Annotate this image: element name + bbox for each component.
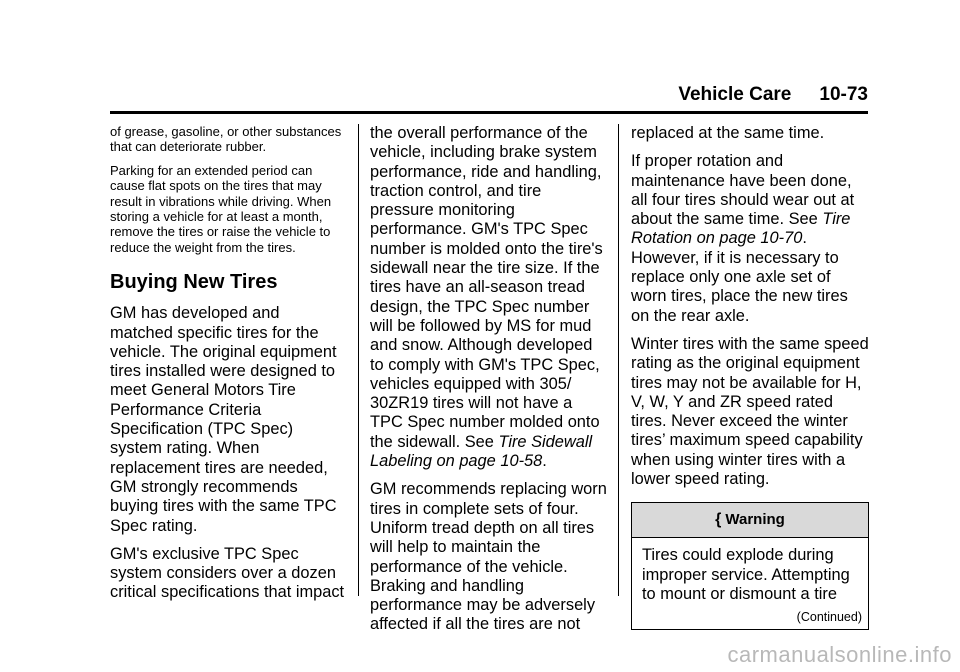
warning-title: Warning — [725, 511, 785, 529]
warning-text: Tires could explode during improper service. Attempting to mount or dismount a tire — [642, 546, 850, 603]
continued-label: (Continued) — [796, 610, 862, 625]
paragraph-performance-text: the overall performance of the vehicle, including brake system performance, ride and handling, traction control, and tire pressure monitoring performance. GM's TPC Spec number is molded onto the tire's sidewall near the tire size. If the tires have an all-season tread design, the TPC Spec number will be followed by MS for mud and snow. Although developed to comply with GM's TPC Spec, vehicles equipped with 305/ 30ZR19 tires will not have a TPC Spec number molded onto the sidewall. See — [370, 124, 603, 451]
paragraph-replacing: GM recommends replacing worn tires in complete sets of four. Uniform tread depth on all tires will help to maintain the performance of the vehicle. Braking and handling performance may be adversely affected if all the tires are not — [370, 480, 607, 634]
paragraph-gm-tires: GM has developed and matched specific tires for the vehicle. The original equipment tires installed were designed to meet General Motors Tire Performance Criteria Specification (TPC Spec) system rating. When replacement tires are needed, GM strongly recommends buying tires with the same TPC Spec rating. — [110, 304, 337, 535]
paragraph-performance-end: . — [542, 452, 547, 471]
page-header — [110, 84, 868, 106]
column-divider-1 — [358, 124, 359, 596]
paragraph-rotation — [631, 152, 869, 326]
page-number: 10-73 — [819, 84, 868, 105]
paragraph-rotation-text: If proper rotation and maintenance have been done, all four tires should wear out at about the same time. See — [631, 152, 855, 229]
column-divider-2 — [618, 124, 619, 596]
column-1 — [110, 124, 345, 612]
warning-box — [631, 502, 869, 630]
column-3 — [631, 124, 869, 630]
paragraph-performance — [370, 124, 607, 471]
paragraph-parking: Parking for an extended period can cause flat spots on the tires that may result in vibrations while driving. When storing a vehicle for at least a month, remove the tires or raise the vehicle to reduce the weight from the tires. — [110, 162, 332, 255]
link-tire-rotation[interactable]: Tire Rotation on page 10-70 — [631, 210, 851, 248]
column-2 — [370, 124, 607, 644]
section-title: Vehicle Care — [678, 84, 792, 105]
paragraph-grease: of grease, gasoline, or other substances that can deteriorate rubber. — [110, 124, 342, 155]
paragraph-tpc-spec: GM's exclusive TPC Spec system considers over a dozen critical specifications that impact — [110, 544, 345, 602]
paragraph-winter-tires: Winter tires with the same speed rating as the original equipment tires may not be available for H, V, W, Y and ZR speed rated tires. Never exceed the winter tires’ maximum speed capability when using winter tires with a lower speed rating. — [631, 334, 869, 489]
section-heading: Buying New Tires — [110, 271, 278, 294]
paragraph-replaced: replaced at the same time. — [631, 124, 825, 142]
paragraph-rotation-end: . However, if it is necessary to replace only one axle set of worn tires, place the new tires on the rear axle. — [631, 229, 848, 325]
watermark: carmanualsonline.info — [727, 642, 952, 667]
warning-icon: { — [715, 511, 722, 529]
header-rule — [110, 111, 868, 114]
warning-header — [632, 503, 868, 538]
link-tire-sidewall-labeling[interactable]: Tire Sidewall Labeling on page 10-58 — [370, 432, 593, 471]
